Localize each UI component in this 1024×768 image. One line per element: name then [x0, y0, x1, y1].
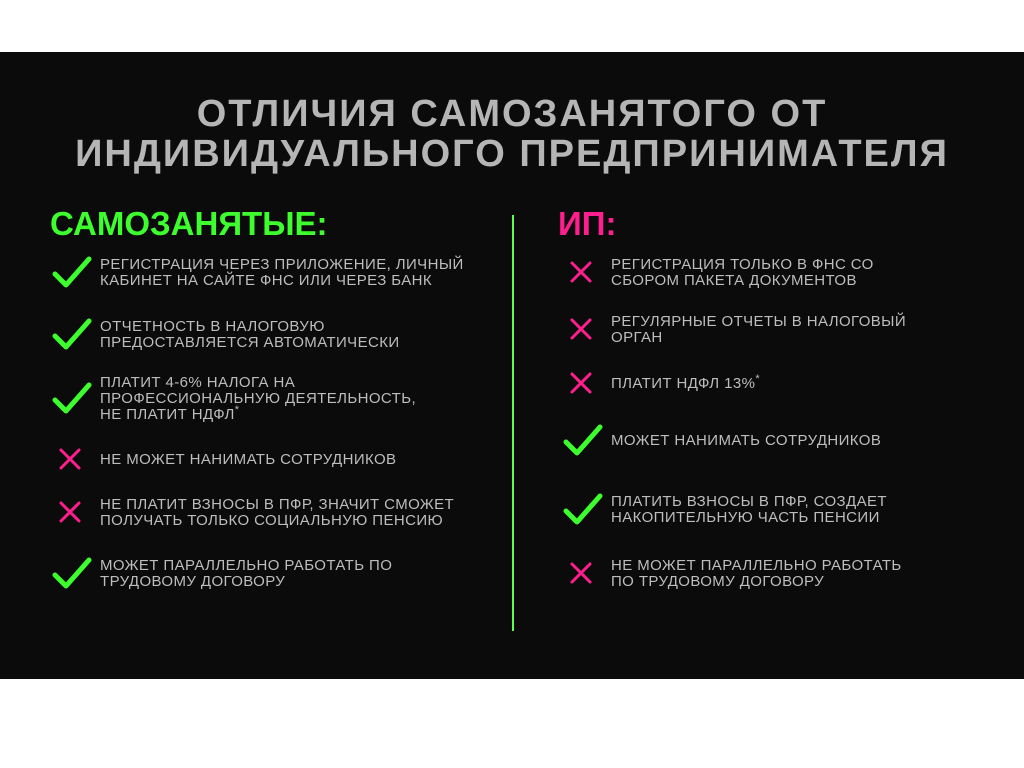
item-text [611, 373, 761, 392]
item-text-main: НЕ ПЛАТИТ ВЗНОСЫ В ПФР, ЗНАЧИТ СМОЖЕТ ПОЛУЧАТЬ ТОЛЬКО СОЦИАЛЬНУЮ ПЕНСИЮ [100, 496, 455, 529]
item-text [100, 375, 416, 423]
item-text [611, 314, 906, 346]
item-text-main: НЕ МОЖЕТ НАНИМАТЬ СОТРУДНИКОВ [100, 451, 397, 468]
item-text [100, 558, 392, 590]
self-employed-item [52, 443, 396, 477]
check-icon [52, 557, 92, 591]
item-text [100, 257, 464, 289]
check-icon [52, 318, 92, 352]
title-line-2: ИНДИВИДУАЛЬНОГО ПРЕДПРИНИМАТЕЛЯ [75, 133, 949, 175]
check-icon [563, 424, 603, 458]
slide [0, 52, 1024, 679]
title-line-1: ОТЛИЧИЯ САМОЗАНЯТОГО ОТ [196, 93, 828, 135]
ip-item [563, 313, 906, 347]
item-text-main: ОТЧЕТНОСТЬ В НАЛОГОВУЮ ПРЕДОСТАВЛЯЕТСЯ АВТОМАТИЧЕСКИ [100, 318, 400, 351]
self-employed-item [52, 256, 464, 290]
item-text-main: РЕГУЛЯРНЫЕ ОТЧЕТЫ В НАЛОГОВЫЙ ОРГАН [611, 313, 907, 346]
item-text [100, 452, 396, 468]
item-text-main: ПЛАТИТЬ ВЗНОСЫ В ПФР, СОЗДАЕТ НАКОПИТЕЛЬНУЮ ЧАСТЬ ПЕНСИИ [611, 493, 887, 526]
check-icon [52, 382, 92, 416]
item-text [611, 257, 874, 289]
item-text [100, 497, 454, 529]
item-text [100, 319, 400, 351]
footnote-asterisk: * [234, 404, 240, 416]
item-text-main: РЕГИСТРАЦИЯ ЧЕРЕЗ ПРИЛОЖЕНИЕ, ЛИЧНЫЙ КАБИНЕТ НА САЙТЕ ФНС ИЛИ ЧЕРЕЗ БАНК [100, 256, 464, 289]
item-text-main: МОЖЕТ НАНИМАТЬ СОТРУДНИКОВ [611, 432, 882, 449]
item-text [611, 558, 902, 590]
cross-icon [52, 443, 92, 477]
item-text-main: МОЖЕТ ПАРАЛЛЕЛЬНО РАБОТАТЬ ПО ТРУДОВОМУ ДОГОВОРУ [100, 557, 393, 590]
self-employed-item [52, 557, 392, 591]
cross-icon [563, 256, 603, 290]
check-icon [52, 256, 92, 290]
cross-icon [52, 496, 92, 530]
footnote-asterisk: * [755, 373, 761, 385]
cross-icon [563, 557, 603, 591]
page-title [0, 94, 1024, 174]
column-divider [512, 215, 514, 631]
ip-item [563, 424, 881, 458]
item-text-main: НЕ МОЖЕТ ПАРАЛЛЕЛЬНО РАБОТАТЬ ПО ТРУДОВОМУ ДОГОВОРУ [611, 557, 902, 590]
cross-icon [563, 313, 603, 347]
ip-item [563, 557, 902, 591]
item-text-main: ПЛАТИТ 4-6% НАЛОГА НА ПРОФЕССИОНАЛЬНУЮ ДЕЯТЕЛЬНОСТЬ, НЕ ПЛАТИТ НДФЛ [100, 374, 417, 423]
self-employed-item [52, 318, 400, 352]
self-employed-heading: САМОЗАНЯТЫЕ: [50, 205, 328, 242]
item-text [611, 494, 887, 526]
self-employed-item [52, 496, 454, 530]
ip-item [563, 367, 760, 401]
item-text-main: РЕГИСТРАЦИЯ ТОЛЬКО В ФНС СО СБОРОМ ПАКЕТА ДОКУМЕНТОВ [611, 256, 874, 289]
item-text [611, 433, 881, 449]
check-icon [563, 493, 603, 527]
item-text-main: ПЛАТИТ НДФЛ 13% [611, 375, 756, 392]
ip-heading: ИП: [558, 205, 617, 242]
ip-item [563, 493, 887, 527]
ip-item [563, 256, 874, 290]
self-employed-item [52, 375, 416, 423]
cross-icon [563, 367, 603, 401]
